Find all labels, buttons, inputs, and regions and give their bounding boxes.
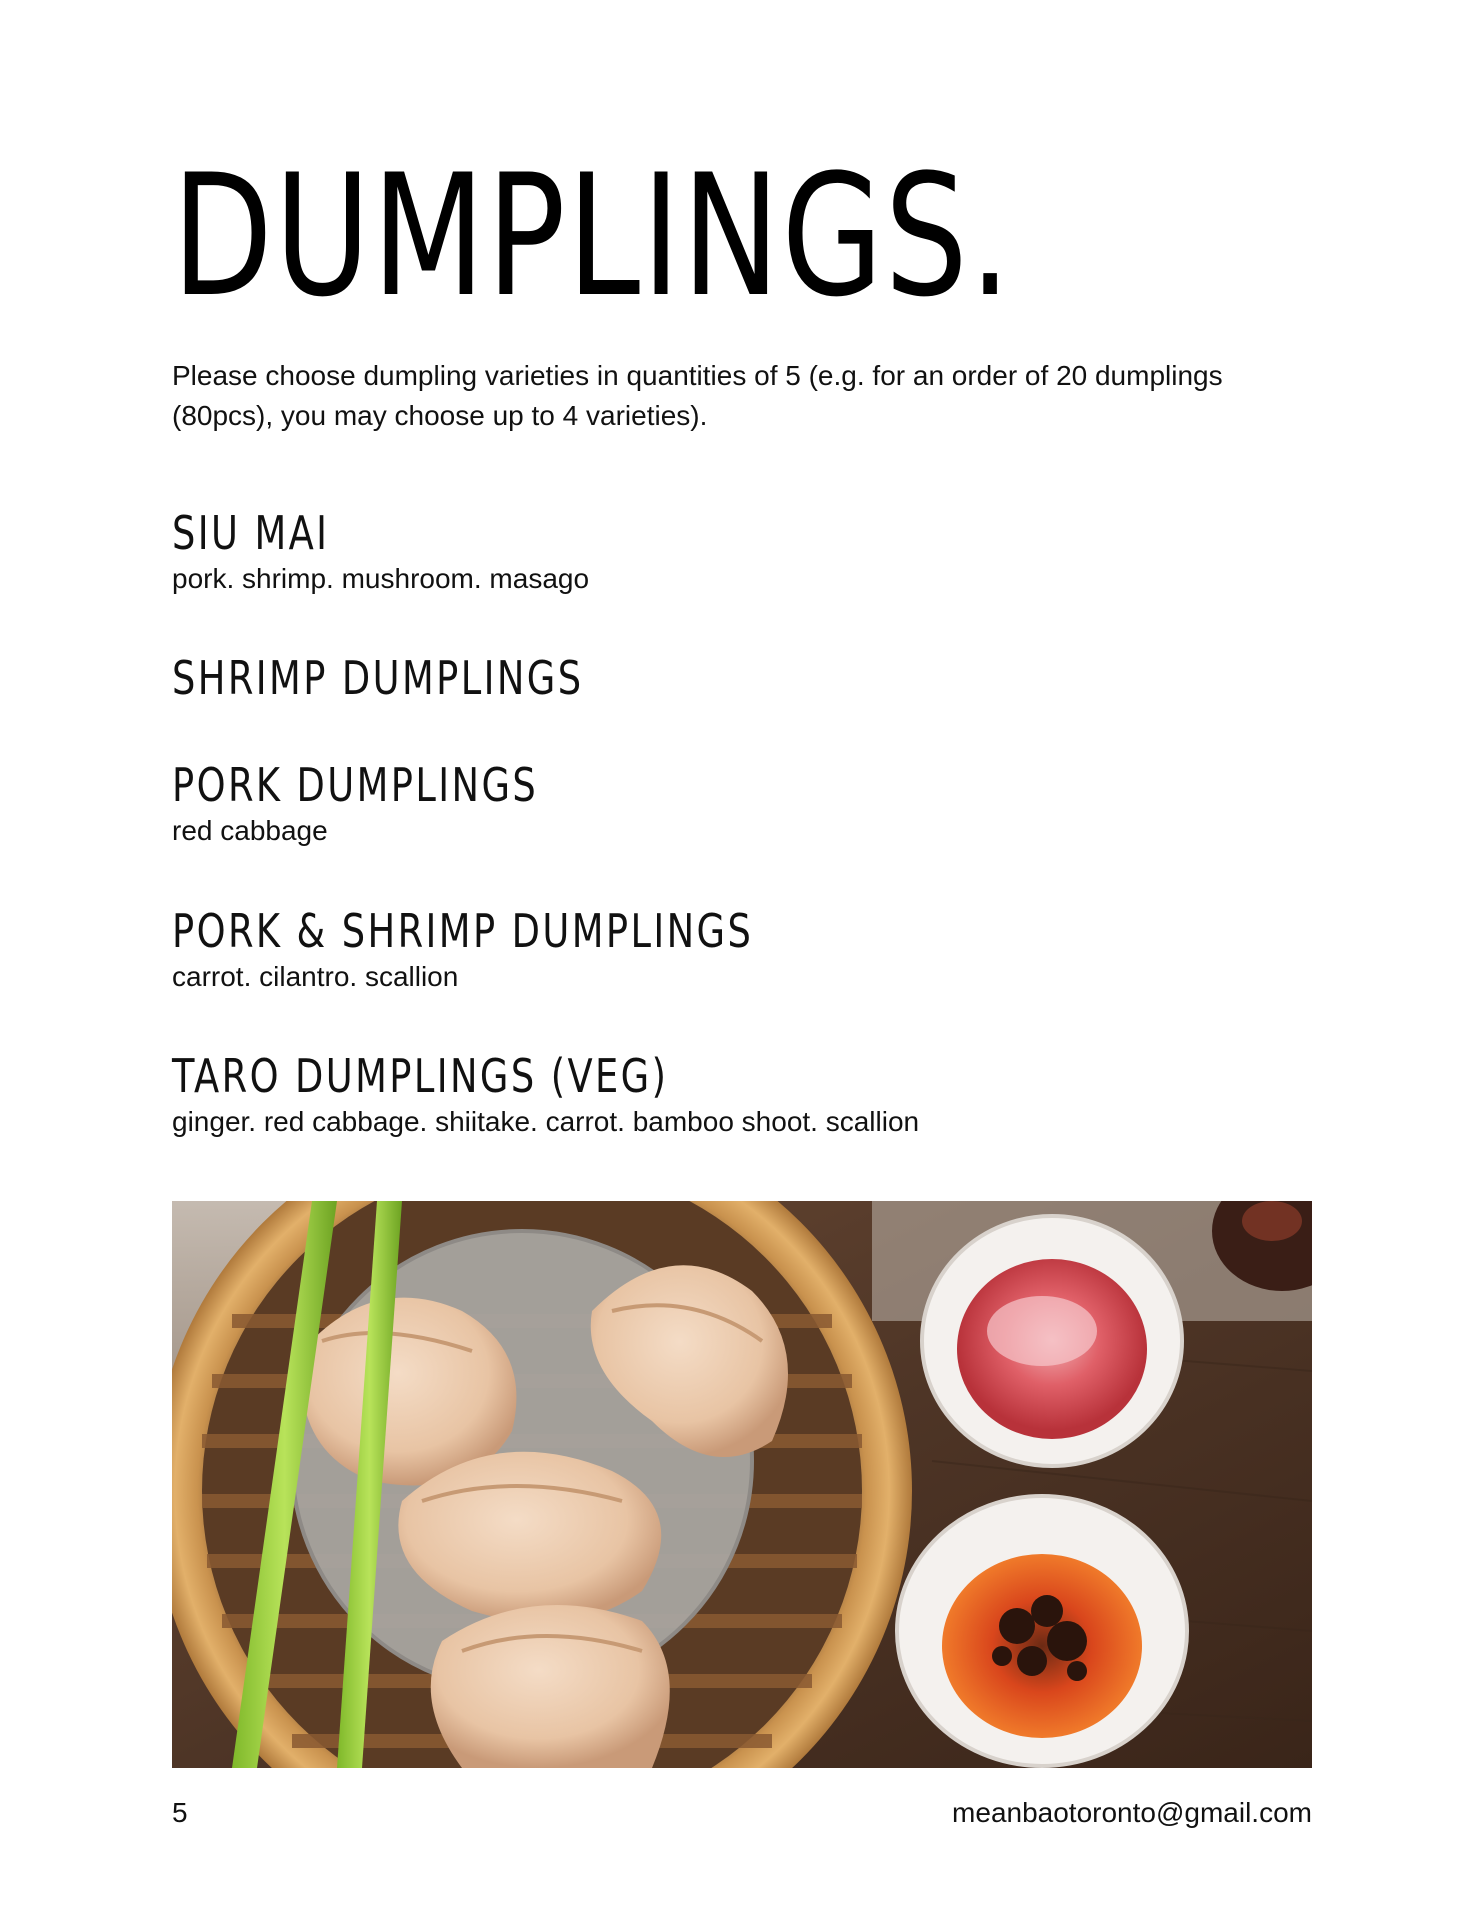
menu-item-siu-mai xyxy=(172,508,1312,596)
menu-item-description: red cabbage xyxy=(172,815,328,846)
menu-item-description: pork. shrimp. mushroom. masago xyxy=(172,563,590,594)
dumplings-steamer-photo-icon xyxy=(172,1201,1312,1768)
menu-item-taro-dumplings xyxy=(172,1051,1312,1139)
dumplings-photo xyxy=(172,1201,1312,1768)
menu-item-name: PORK & SHRIMP DUMPLINGS xyxy=(172,904,754,958)
menu-item-description: carrot. cilantro. scallion xyxy=(172,961,459,992)
menu-item-pork-shrimp-dumplings xyxy=(172,906,1312,994)
intro-text: Please choose dumpling varieties in quantities of 5 (e.g. for an order of 20 dumplings (80pcs), you may choose up to 4 varieties). xyxy=(172,360,1223,431)
menu-item-name: SHRIMP DUMPLINGS xyxy=(172,651,584,705)
menu-item-name: PORK DUMPLINGS xyxy=(172,758,539,812)
page-title: DUMPLINGS. xyxy=(172,138,1013,334)
menu-item-pork-dumplings xyxy=(172,760,1312,848)
menu-item-name: TARO DUMPLINGS (VEG) xyxy=(172,1049,669,1103)
contact-email[interactable]: meanbaotoronto@gmail.com xyxy=(952,1797,1312,1828)
page-number: 5 xyxy=(172,1797,188,1828)
menu-item-description: ginger. red cabbage. shiitake. carrot. bamboo shoot. scallion xyxy=(172,1106,920,1137)
menu-page xyxy=(172,0,1312,1920)
menu-item-shrimp-dumplings xyxy=(172,653,1312,703)
menu-item-name: SIU MAI xyxy=(172,506,330,560)
